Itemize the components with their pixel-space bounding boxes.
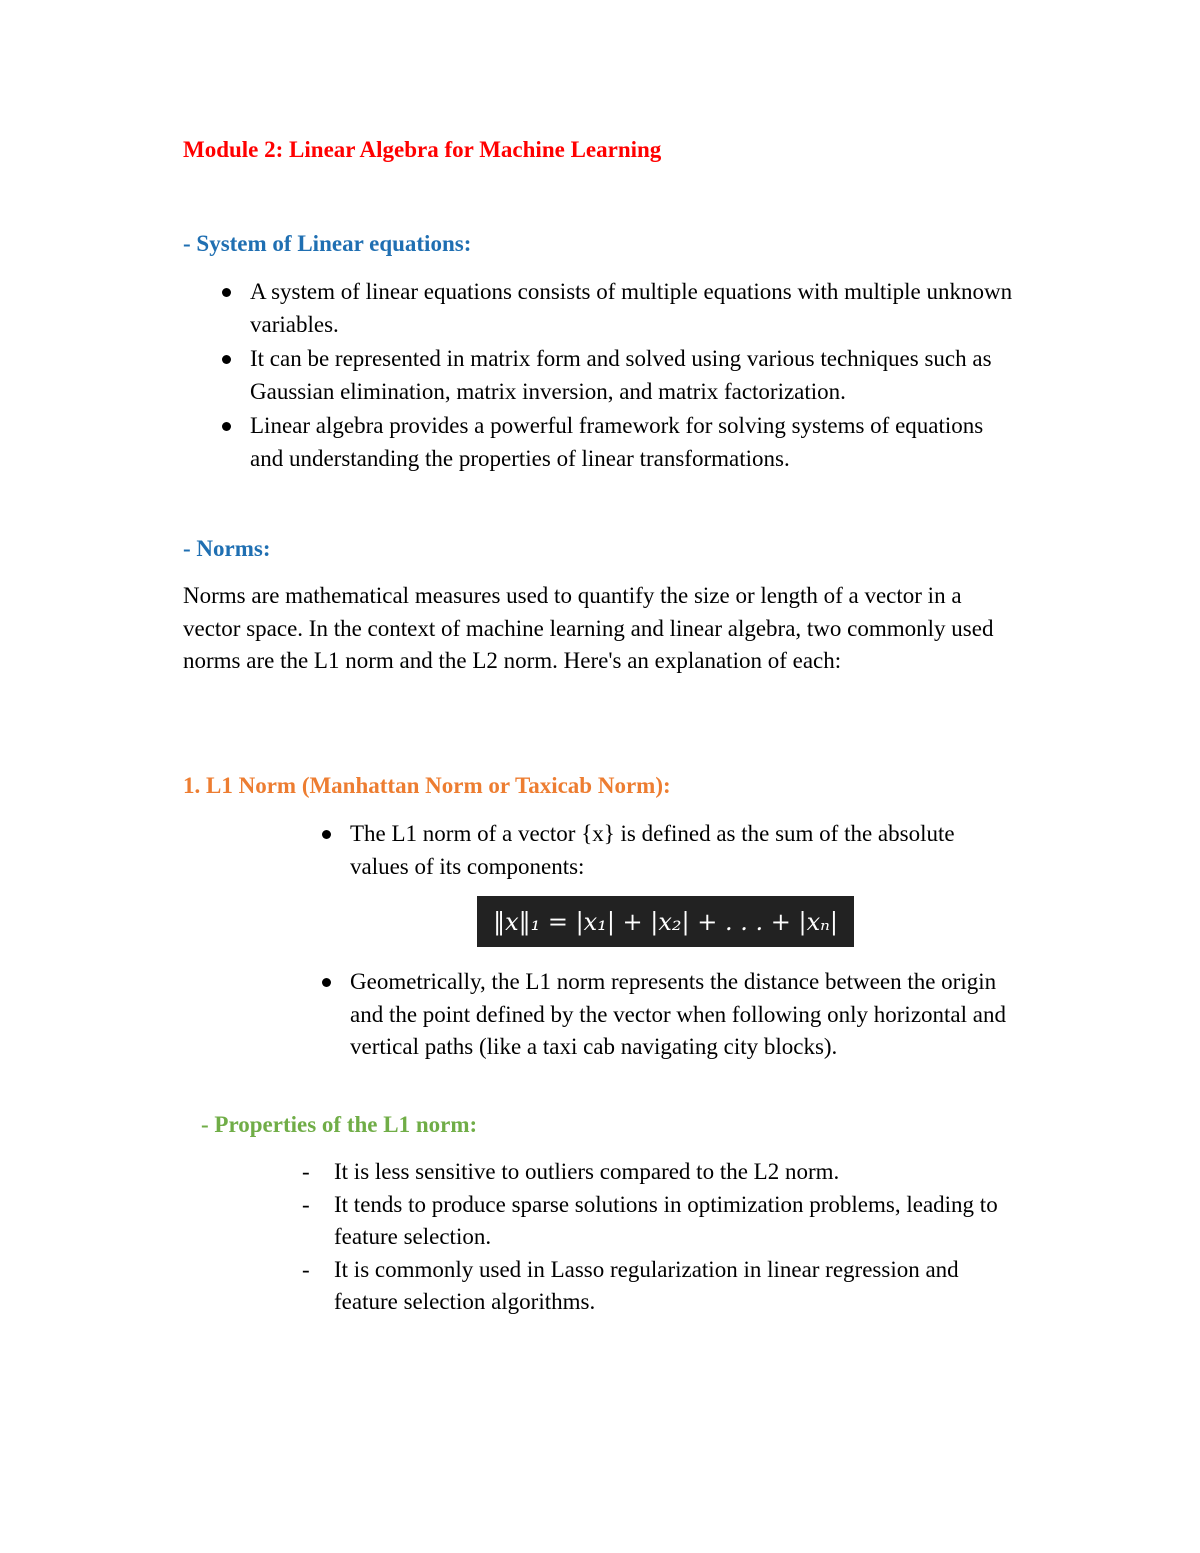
dash-marker: -	[302, 1191, 310, 1217]
list-item	[318, 966, 1018, 1064]
norms-heading: - Norms:	[183, 536, 271, 561]
l1-norm-formula: ‖x‖₁ = |x₁| + |x₂| + . . . + |xₙ|	[493, 907, 838, 936]
dash-marker: -	[302, 1256, 310, 1282]
list-item-text: Geometrically, the L1 norm represents the distance between the origin and the point defined by the vector when following only horizontal and vertical paths (like a taxi cab navigating city blocks).	[350, 969, 1006, 1059]
list-item-text: It tends to produce sparse solutions in optimization problems, leading to feature selection.	[334, 1191, 998, 1249]
l1-geometry-bullet-list	[318, 966, 1018, 1066]
list-item-text: A system of linear equations consists of multiple equations with multiple unknown variables.	[250, 279, 1013, 337]
bullet-icon	[222, 355, 231, 364]
list-item	[302, 1254, 1002, 1319]
norms-paragraph: Norms are mathematical measures used to quantify the size or length of a vector in a vector space. In the context of machine learning and linear algebra, two commonly used norms are the L1 norm and the L2 norm. Here's an explanation of each:	[183, 583, 994, 673]
linear-equations-bullet-list	[218, 276, 1018, 477]
l1-definition-bullet-list	[318, 818, 1018, 885]
list-item	[218, 343, 1018, 408]
list-item	[218, 410, 1018, 475]
bullet-icon	[222, 288, 231, 297]
list-item-text: It is less sensitive to outliers compared to the L2 norm.	[334, 1159, 840, 1184]
l1-properties-heading: - Properties of the L1 norm:	[201, 1112, 478, 1137]
dash-marker: -	[302, 1159, 310, 1184]
list-item-text: The L1 norm of a vector {x} is defined as the sum of the absolute values of its components:	[350, 821, 955, 879]
l1-norm-formula-image	[477, 896, 854, 947]
list-item-text: It is commonly used in Lasso regularization in linear regression and feature selection algorithms.	[334, 1256, 959, 1314]
list-item	[302, 1156, 1002, 1189]
list-item-text: Linear algebra provides a powerful framework for solving systems of equations and understanding the properties of linear transformations.	[250, 413, 984, 471]
list-item	[302, 1189, 1002, 1254]
l1-properties-list	[302, 1156, 1002, 1319]
bullet-icon	[322, 830, 331, 839]
list-item	[318, 818, 1018, 883]
document-title: Module 2: Linear Algebra for Machine Learning	[183, 137, 662, 162]
list-item-text: It can be represented in matrix form and solved using various techniques such as Gaussian elimination, matrix inversion, and matrix factorization.	[250, 346, 992, 404]
linear-equations-heading: - System of Linear equations:	[183, 231, 472, 256]
bullet-icon	[322, 978, 331, 987]
bullet-icon	[222, 422, 231, 431]
l1-norm-heading: 1. L1 Norm (Manhattan Norm or Taxicab Norm):	[183, 773, 671, 798]
list-item	[218, 276, 1018, 341]
